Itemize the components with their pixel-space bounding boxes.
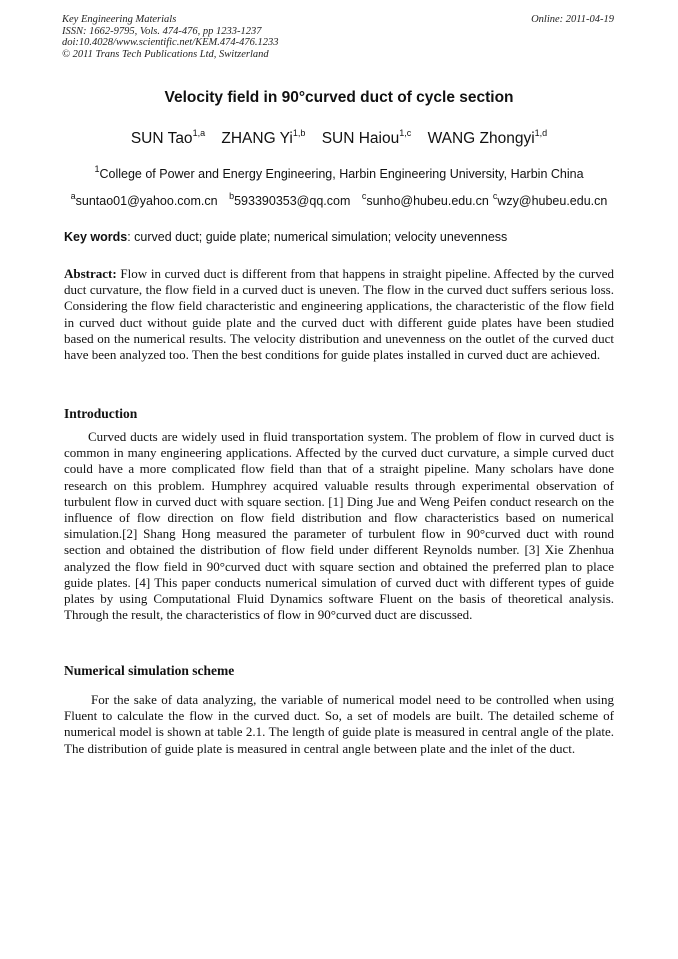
abstract-label: Abstract:	[64, 266, 117, 281]
paper-title: Velocity field in 90°curved duct of cycle section	[164, 89, 514, 106]
abstract-text: Flow in curved duct is different from that happens in straight pipeline. Affected by the curved duct curvature, the flow field in a curved duct is uneven. The flow in the curved duct suffers serious loss. Considering the flow field characteristic and engineering applications, the characteristic of the flow field in curved duct without guide plate and the curved duct with different guide plates have been studied based on the numerical results. The velocity distribution and unevenness on the outlet of the curved duct have been analyzed too. Then the best conditions for guide plates installed in curved duct are achieved.	[64, 266, 614, 363]
email-list	[0, 192, 678, 208]
email: $^c$sunho@hubeu.edu.cn	[361, 191, 489, 209]
author: SUN Tao$^{1,a}$	[130, 128, 206, 148]
author-list	[0, 129, 678, 148]
keywords-label: Key words	[64, 230, 128, 244]
keywords-text: : curved duct; guide plate; numerical simulation; velocity unevenness	[127, 230, 508, 244]
introduction-paragraph: Curved ducts are widely used in fluid transportation system. The problem of flow in curved duct is common in many engineering applications. Affected by the curved duct curvature, a simple curved duct could have a more complicated flow field than that of a straight pipeline. Many scholars have done research on this problem. Humphrey acquired valuable results through experimental observation of turbulent flow in curved duct with square section. [1] Ding Jue and Weng Peifen conduct research on the influence of flow direction on flow field distribution and flow characteristics based on numerical simulation.[2] Shang Hong measured the parameter of turbulent flow in 90°curved duct with round section and obtained the distribution of flow field under different Reynolds number. [3] Xie Zhenhua analyzed the flow field in 90°curved duct with square section and obtained the preferred plan to place guide plates. [4] This paper conducts numerical simulation of curved duct with different types of guide plates by using Computational Fluid Dynamics software Fluent on the basis of theoretical analysis. Through the result, the characteristics of flow in 90°curved duct are discussed.	[64, 429, 614, 623]
section-heading-numerical-simulation: Numerical simulation scheme	[64, 663, 235, 678]
abstract	[64, 266, 614, 363]
section-heading-introduction: Introduction	[64, 406, 138, 421]
numerical-simulation-paragraph: For the sake of data analyzing, the variable of numerical model need to be controlled when using Fluent to calculate the flow in the curved duct. So, a set of models are built. The detailed scheme of numerical model is shown at table 2.1. The length of guide plate is measured in central angle of the plate. The distribution of guide plate is measured in central angle between plate and the inlet of the duct.	[64, 692, 614, 756]
keywords	[64, 230, 624, 244]
online-date: Online: 2011-04-19	[531, 14, 614, 25]
email: $^c$wzy@hubeu.edu.cn	[492, 191, 608, 209]
author: SUN Haiou$^{1,c}$	[321, 128, 412, 148]
journal-issn: ISSN: 1662-9795, Vols. 474-476, pp 1233-1237	[62, 25, 262, 37]
email: $^b$593390353@qq.com	[229, 191, 351, 209]
email: $^a$suntao01@yahoo.com.cn	[70, 191, 218, 209]
affiliation: $^1$College of Power and Energy Engineering, Harbin Engineering University, Harbin China	[94, 164, 584, 182]
journal-doi: doi:10.4028/www.scientific.net/KEM.474-476.1233	[62, 37, 279, 48]
journal-name: Key Engineering Materials	[62, 14, 177, 25]
journal-copyright: © 2011 Trans Tech Publications Ltd, Switzerland	[62, 48, 269, 60]
journal-header	[62, 14, 614, 60]
author: WANG Zhongyi$^{1,d}$	[427, 128, 548, 148]
author: ZHANG Yi$^{1,b}$	[221, 128, 306, 148]
